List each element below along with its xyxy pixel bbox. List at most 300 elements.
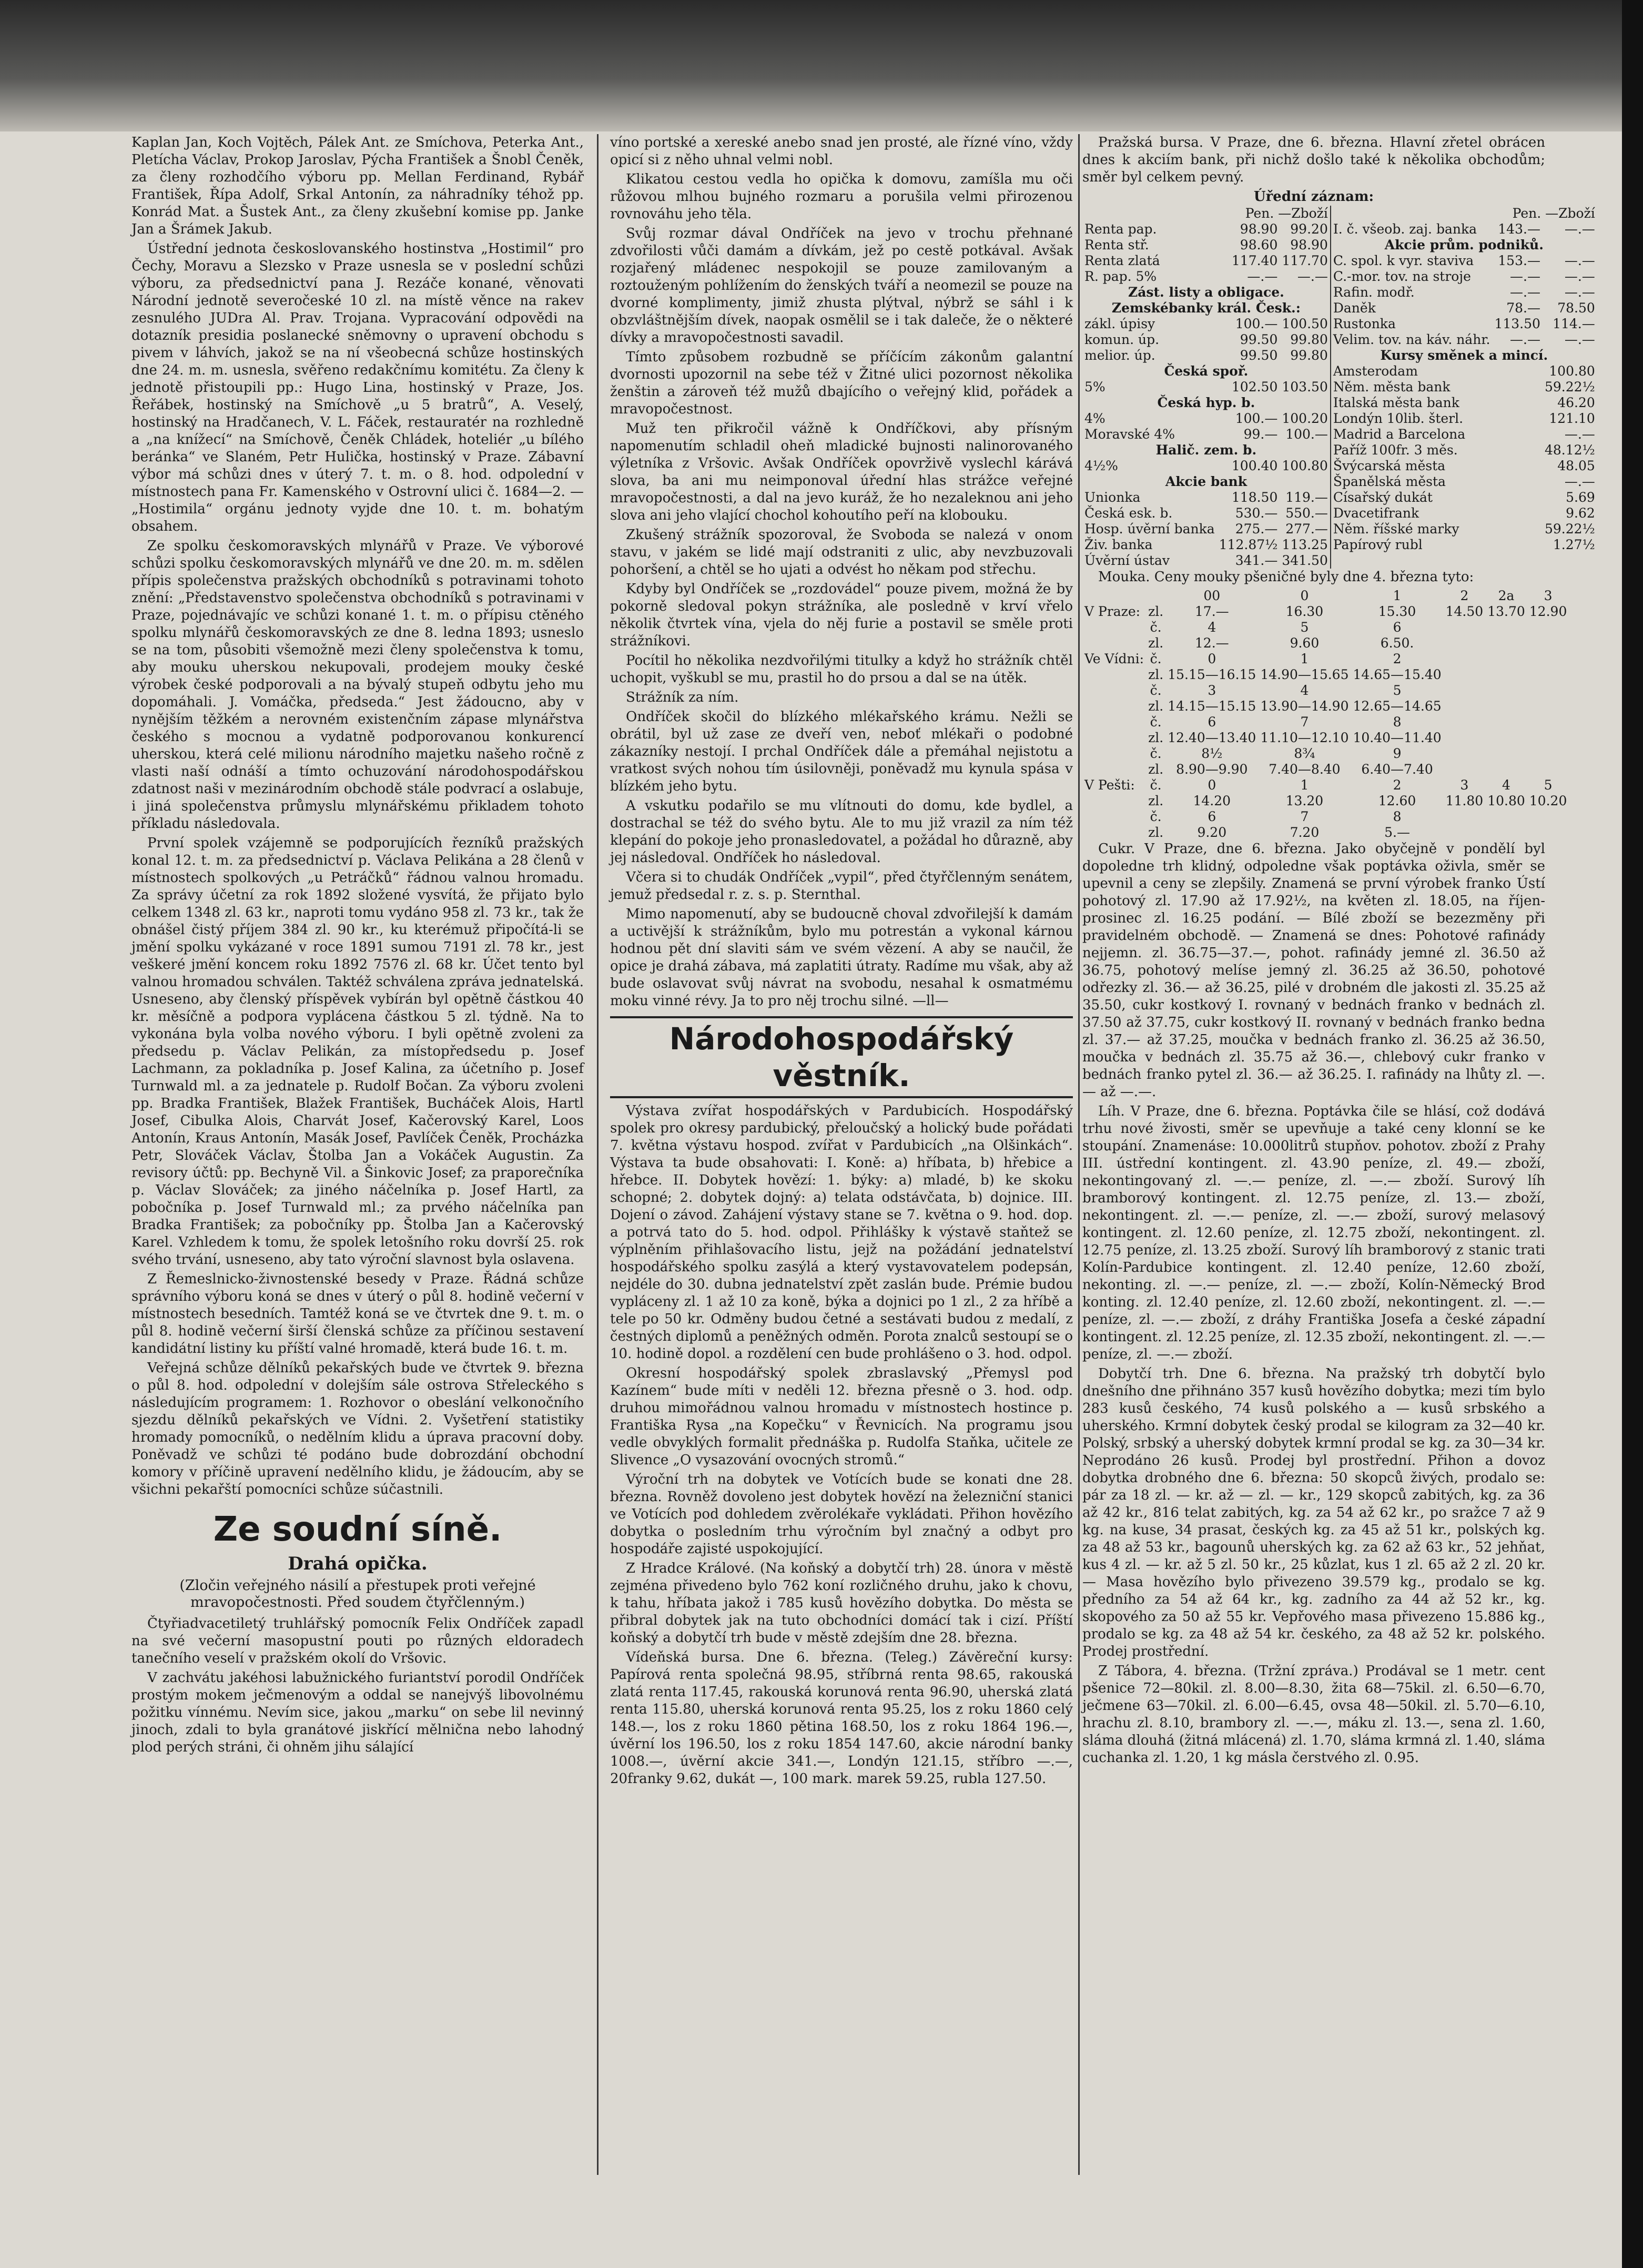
rate-value: 117.40 xyxy=(1231,253,1278,268)
flour-price: 8 xyxy=(1393,714,1402,730)
flour-price: 5 xyxy=(1544,777,1553,793)
rate-label: Renta stř. xyxy=(1084,237,1149,252)
flour-price: 10.80 xyxy=(1487,793,1525,808)
flour-price: 6.50. xyxy=(1380,635,1414,651)
rate-label: Kursy směnek a mincí. xyxy=(1380,348,1548,363)
rate-value: 98.90 xyxy=(1240,221,1278,237)
rate-label: Něm. říšské marky xyxy=(1333,521,1459,536)
rate-label: Paříž 100fr. 3 měs. xyxy=(1333,442,1458,458)
flour-price: 8.90—9.90 xyxy=(1176,762,1248,777)
flour-price xyxy=(1444,762,1486,777)
flour-city xyxy=(1082,730,1146,746)
rate-row xyxy=(1082,474,1330,490)
article-paragraph: Čtyřiadvacetiletý truhlářský pomocník Felix Ondříček zapadl na své večerní masopustní pouti po různých eldoradech tanečního veselí v pražském okolí do Vršovic. xyxy=(131,1616,584,1666)
flour-city xyxy=(1082,793,1146,809)
rate-row xyxy=(1082,411,1330,427)
rate-value: —.— xyxy=(1564,285,1595,300)
rate-row xyxy=(1082,490,1330,505)
flour-price xyxy=(1444,635,1486,651)
rate-label: Renta pap. xyxy=(1084,221,1157,237)
article-paragraph: Z Tábora, 4. března. (Tržní zpráva.) Prodával se 1 metr. cent pšenice 72—80kil. zl. 8.00—8.30, žita 68—75kil. zl. 6.50—6.70, ječmene 63—70kil. zl. 6.00—6.45, ovsa 48—50kil. zl. 5.70—6.10, hrachu zl. 8.10, brambory zl. —.—, máku zl. 13.—, sena zl. 1.60, sláma dlouhá (žitná mlácená) zl. 1.70, sláma krmná zl. 1.40, sláma cuchanka zl. 1.20, 1 kg másla čerstvého zl. 0.95. xyxy=(1082,1663,1545,1766)
flour-price: 9.20 xyxy=(1197,825,1227,840)
rate-label: Česká hyp. b. xyxy=(1157,395,1255,410)
rate-label: Zást. listy a obligace. xyxy=(1128,285,1284,300)
rate-row xyxy=(1331,395,1597,411)
flour-price: 6.40—7.40 xyxy=(1361,762,1433,777)
rate-value: 98.90 xyxy=(1290,237,1328,252)
flour-price: 15.30 xyxy=(1378,604,1416,619)
flour-grade-label: 2a xyxy=(1498,588,1515,603)
rate-label: 4% xyxy=(1084,411,1106,426)
flour-unit: č. xyxy=(1150,746,1162,761)
flour-price: 2 xyxy=(1393,651,1402,666)
flour-price xyxy=(1444,809,1486,825)
flour-price: 8¾ xyxy=(1294,746,1315,761)
rate-row xyxy=(1082,300,1330,316)
flour-row xyxy=(1082,762,1569,777)
flour-row xyxy=(1082,825,1569,841)
article-paragraph: víno portské a xereské anebo snad jen prosté, ale řízné víno, vždy opicí si z něho uhnal velmi nobl. xyxy=(610,135,1073,168)
rate-row xyxy=(1331,458,1597,474)
rate-value: —.— xyxy=(1564,221,1595,237)
rates-right-cell xyxy=(1331,206,1597,569)
rate-row xyxy=(1331,379,1597,395)
flour-grade-label: 00 xyxy=(1203,588,1221,603)
article-paragraph: A vskutku podařilo se mu vlítnouti do domu, kde bydlel, a dostrachal se též do svého bytu. Ale to mu již vrazil za ním též klepání do pokoje jeho pronasledovatel, a požádal ho důrazně, aby jej následoval. Ondříček ho následoval. xyxy=(610,798,1073,866)
rate-label: Španělská města xyxy=(1333,474,1446,489)
rate-label: Velim. tov. na káv. náhr. xyxy=(1333,332,1490,347)
flour-price: 13.70 xyxy=(1487,604,1525,619)
official-record-title: Úřední záznam: xyxy=(1253,189,1374,205)
flour-row xyxy=(1082,635,1569,651)
flour-price xyxy=(1444,714,1486,730)
rate-value: —.— xyxy=(1510,269,1540,284)
article-paragraph: Ondříček skočil do blízkého mlékařského krámu. Nežli se obrátil, byl už zase ze dveří ven, neboť mlékaři o podobné zákazníky nestojí. I prchal Ondříček dále a přemáhal nejistotu a vratkost svých nohou tím úsilovněji, poněvadž mu kynula spása v blízkém jeho bytu. xyxy=(610,709,1073,794)
rate-value: 100.— xyxy=(1285,427,1328,442)
section-title-economy: Národohospodářský věstník. xyxy=(610,1016,1073,1098)
article-paragraph: Zkušený strážník spozoroval, že Svoboda se nalezá v onom stavu, v jakém se lidé mají odstraniti z ulic, aby nevzbuzovali pohoršení, a chtěl se ho ujati a odvést ho někam pod střechu. xyxy=(610,527,1073,578)
flour-row xyxy=(1082,651,1569,667)
rate-value: 143.— xyxy=(1498,221,1540,237)
flour-header-row xyxy=(1082,588,1569,604)
rate-value: 100.20 xyxy=(1282,411,1328,426)
flour-price: 11.80 xyxy=(1445,793,1484,808)
flour-price: 6 xyxy=(1208,809,1216,824)
rate-label: Česká esk. b. xyxy=(1084,505,1173,521)
flour-price: 7.40—8.40 xyxy=(1269,762,1341,777)
rate-value xyxy=(1492,490,1542,505)
column-label: Pen. —Zboží xyxy=(1512,206,1595,221)
article-paragraph: Tímto způsobem rozbudně se příčícím zákonům galantní dvornosti upozornil na sebe též v Žitné ulici pozornost několika ženštin a zároveň též mužů dbajícího o veřejný klid, pořádek a mravopočestnost. xyxy=(610,349,1073,417)
rate-value xyxy=(1492,442,1542,458)
flour-price xyxy=(1444,620,1486,635)
flour-unit: zl. xyxy=(1148,635,1164,651)
rate-value: 100.50 xyxy=(1282,316,1328,331)
rate-value: 59.22½ xyxy=(1544,521,1595,536)
flour-price: 0 xyxy=(1208,651,1216,666)
article-paragraph: Líh. V Praze, dne 6. března. Poptávka čile se hlásí, což dodává trhu nové živosti, směr se upevňuje a také ceny klonní se ke stoupání. Znamenáse: 10.000litrů stupňov. pohotov. zboží z Prahy III. ústřední kontingent. zl. 43.90 peníze, zl. 49.— zboží, nekontingovaný zl. —.— peníze, zl. —.— zboží. Surový líh bramborový kontingent. zl. 12.75 peníze, zl. 13.— zboží, nekontingent. zl. —.— peníze, zl. —.— zboží, surový melasový kontingent. zl. 12.60 peníze, zl. 12.75 zboží, nekontingent. zl. 12.75 peníze, zl. 13.25 zboží. Surový líh bramborový z stanic trati Kolín-Pardubice kontingent. zl. 12.40 peníze, 12.60 zboží, nekonting. zl. —.— peníze, zl. —.— zboží, Kolín-Německý Brod konting. zl. 12.40 peníze, zl. 12.60 zboží, nekontingent. zl. —.— peníze, zl. —.— zboží, z dráhy Františka Josefa a české západní kontingent. zl. 12.25 peníze, zl. 12.35 zboží, nekontingent. zl. —.— peníze, zl. —.— zboží. xyxy=(1082,1103,1545,1362)
column-right xyxy=(1082,134,1595,1769)
rate-label: Úvěrní ústav xyxy=(1084,553,1170,568)
flour-price: 13.90—14.90 xyxy=(1260,698,1349,714)
article-paragraph: Ústřední jednota českoslovanského hostinstva „Hostimil“ pro Čechy, Moravu a Slezsko v Praze usnesla se v poslední schůzi výboru, za předsednictví pana J. Rezáče konané, věnovati Národní jednotě severočeské 10 zl. na místě věnce na rakev zesnulého JUDra Al. Prav. Trojana. Vypracování odpovědi na dotazník presidia poslanecké sněmovny o upravení obchodu s pivem v láhvích, jakož se na ní všeobecná schůze hostinských dne 24. m. m. usnesla, svěřeno redakčnímu komitétu. Za členy k jednotě přistoupili pp.: Hugo Lina, hostinský v Praze, Jos. Řeřábek, hostinský na Smíchově „u 5 bratrů“, A. Veselý, hostinský na Hradčanech, V. L. Fáček, restauratér na rozhledně a „na knížecí“ na Smíchově, Čeněk Chládek, hoteliér „u bílého beránka“ ve Slaném, Petr Hulička, hostinský v Praze. Zábavní výbor má schůzi dnes v úterý 7. t. m. o 8. hod. odpolední v místnostech pana Fr. Kamenského v Ostrovní ulici č. 1684—2. — „Hostimila“ orgánu jednoty vyjde dne 10. t. m. bohatým obsahem. xyxy=(131,241,584,534)
article-paragraph: Okresní hospodářský spolek zbraslavský „Přemysl pod Kazínem“ bude míti v neděli 12. března přesně o 3. hod. odp. druhou mimořádnou valnou hromadu v místnostech hostince p. Františka Rysa „na Kopečku“ v Řevnicích. Na programu jsou vedle obvyklých formalit přednáška p. Rudolfa Staňka, učitele ze Slivence „O vysazování ovocných stromů.“ xyxy=(610,1365,1073,1468)
rate-value: 46.20 xyxy=(1557,395,1595,410)
flour-price: 9 xyxy=(1393,746,1402,761)
flour-row xyxy=(1082,793,1569,809)
flour-price xyxy=(1527,809,1569,825)
flour-price xyxy=(1527,683,1569,698)
rate-label: Papírový rubl xyxy=(1333,537,1423,552)
flour-price xyxy=(1485,746,1527,762)
rate-row xyxy=(1331,269,1597,285)
rate-row xyxy=(1331,490,1597,505)
rate-row xyxy=(1331,237,1597,253)
flour-price xyxy=(1444,651,1486,667)
rate-row xyxy=(1082,427,1330,442)
rate-row xyxy=(1082,505,1330,521)
flour-price: 5.— xyxy=(1384,825,1410,840)
rate-value xyxy=(1492,379,1542,395)
flour-price: 12.65—14.65 xyxy=(1353,698,1442,714)
flour-city: V Praze: xyxy=(1084,604,1141,619)
rate-value: 114.— xyxy=(1553,316,1595,331)
rate-row xyxy=(1082,221,1330,237)
rate-value: 1.27½ xyxy=(1553,537,1595,552)
rate-label: Londýn 10lib. šterl. xyxy=(1333,411,1464,426)
rate-value: 100.— xyxy=(1235,411,1278,426)
rate-value: 78.50 xyxy=(1557,300,1595,316)
flour-city xyxy=(1082,635,1146,651)
article-paragraph: Z Řemeslnicko-živnostenské besedy v Praze. Řádná schůze správního výboru koná se dnes v úterý o půl 8. hodině večerní v místnostech besedních. Tamtéž koná se ve čtvrtek dne 9. t. m. o půl 8. hodině večerní širší členská schůze za příčinou sestavení kandidátní listiny ku příští valné hromadě, která bude 16. t. m. xyxy=(131,1271,584,1356)
article-paragraph: Pražská bursa. V Praze, dne 6. března. Hlavní zřetel obrácen dnes k akciím bank, při nichž došlo také k několika obchodům; směr byl celkem pevný. xyxy=(1082,135,1545,185)
rate-row xyxy=(1082,316,1330,332)
rate-row xyxy=(1331,537,1597,553)
flour-row xyxy=(1082,809,1569,825)
rate-value: 99.80 xyxy=(1290,348,1328,363)
flour-row xyxy=(1082,604,1569,620)
article-paragraph: Cukr. V Praze, dne 6. března. Jako obyčejně v pondělí byl dopoledne trh klidný, odpoledne však poptávka oživla, směr se upevnil a ceny se zlepšily. Znamená se první výrobek franko Ústí pohotový zl. 17.90 až 17.92½, na květen zl. 18.05, na říjen-prosinec zl. 16.25 podání. — Bílé zboží se bezezměny při pravidelném obchodě. — Znamená se dnes: Pohotové rafinády nejjemn. zl. 36.75—37.—, pohot. rafinády jemné zl. 36.50 až 36.75, pohotový melíse jemný zl. 36.25 až 36.50, pohotové odřezky zl. 36.— až 36.25, pilé v drobném dle jakosti zl. 35.25 až 35.50, cukr kostkový I. rovnaný v bednách franko v bednách zl. 37.50 až 37.75, cukr kostkový II. rovnaný v bednách franko bedna zl. 37.— až 37.25, moučka v bednách franko zl. 36.25 až 36.50, moučka v bednách zl. 35.75 až 36.—, chlebový cukr franko v bednách franko pytel zl. 36.— až 36.25. I. rafinády na lhůty zl. —.— až —.—. xyxy=(1082,841,1545,1100)
flour-row xyxy=(1082,620,1569,635)
flour-price: 15.15—16.15 xyxy=(1168,667,1256,682)
rate-value: 59.22½ xyxy=(1544,379,1595,394)
flour-price: 2 xyxy=(1393,777,1402,793)
flour-price: 1 xyxy=(1300,651,1309,666)
flour-price: 7.20 xyxy=(1290,825,1320,840)
flour-price: 12.40—13.40 xyxy=(1168,730,1256,745)
rate-label: Hosp. úvěrní banka xyxy=(1084,521,1215,536)
rate-value: 113.25 xyxy=(1282,537,1328,552)
flour-price: 9.60 xyxy=(1290,635,1320,651)
article-paragraph: Muž ten přikročil vážně k Ondříčkovi, aby přísným napomenutím schladil oheň mladické bujnosti nalinorovaného výletníka z Vršovic. Avšak Ondříček opovrživě vyslechl kárává slova, ba ani mu neimponoval úřední hlas strážce veřejné mravopočestnosti, a dal na jevo kuráž, že ho nezaleknou ani jeho slova ani jeho vlající chochol kohoutího peří na klobouku. xyxy=(610,421,1073,523)
rate-value: —.— xyxy=(1564,332,1595,347)
rate-value: —.— xyxy=(1510,285,1540,300)
rate-value: 112.87½ xyxy=(1219,537,1278,552)
rate-value: —.— xyxy=(1564,474,1595,489)
rate-value: 102.50 xyxy=(1231,379,1278,394)
rate-label: zákl. úpisy xyxy=(1084,316,1155,331)
rate-value: 100.80 xyxy=(1282,458,1328,473)
flour-price: 11.10—12.10 xyxy=(1260,730,1349,745)
column-left xyxy=(131,134,584,1758)
exchange-rates-table xyxy=(1082,206,1595,569)
rate-row xyxy=(1082,379,1330,395)
flour-price xyxy=(1485,809,1527,825)
flour-price xyxy=(1485,635,1527,651)
article-subheadline: (Zločin veřejného násilí a přestupek proti veřejné mravopočestnosti. Před soudem čtyřčlenným.) xyxy=(179,1577,536,1611)
flour-row xyxy=(1082,683,1569,698)
flour-unit: č. xyxy=(1150,620,1162,635)
flour-city: V Pešti: xyxy=(1084,777,1135,793)
flour-price: 3 xyxy=(1208,683,1216,698)
rate-row xyxy=(1082,395,1330,411)
rate-label: 4½% xyxy=(1084,458,1118,473)
rate-value: 118.50 xyxy=(1231,490,1278,505)
flour-city xyxy=(1082,714,1146,730)
flour-price xyxy=(1444,683,1486,698)
rate-value: 100.— xyxy=(1235,316,1278,331)
flour-unit: zl. xyxy=(1148,667,1164,682)
rate-row xyxy=(1082,348,1330,363)
flour-price: 0 xyxy=(1208,777,1216,793)
rate-value: 48.05 xyxy=(1557,458,1595,473)
rate-label: Madrid a Barcelona xyxy=(1333,427,1466,442)
article-paragraph: Strážník za ním. xyxy=(626,690,739,705)
article-paragraph: Kdyby byl Ondříček se „rozdovádel“ pouze pivem, možná že by pokorně sledoval pokyn strážníka, ale posledně v krví vřelo několik čtvrtek vína, vjela do něj furie a postavil se směle proti strážníkovi. xyxy=(610,581,1073,649)
flour-unit: č. xyxy=(1150,714,1162,730)
flour-grade-label: 3 xyxy=(1544,588,1553,603)
flour-city xyxy=(1082,746,1146,762)
flour-price xyxy=(1485,825,1527,841)
rate-value: 275.— xyxy=(1235,521,1278,536)
flour-price xyxy=(1527,714,1569,730)
flour-price-table xyxy=(1082,588,1567,841)
rate-row xyxy=(1082,237,1330,253)
rate-row xyxy=(1331,316,1597,332)
flour-price: 8 xyxy=(1393,809,1402,824)
flour-row xyxy=(1082,730,1569,746)
rate-value: 100.40 xyxy=(1231,458,1278,473)
flour-city xyxy=(1082,667,1146,683)
flour-price: 4 xyxy=(1300,683,1309,698)
flour-price xyxy=(1444,730,1486,746)
flour-row xyxy=(1082,667,1569,683)
flour-price: 17.— xyxy=(1194,604,1229,619)
rate-label: I. č. všeob. zaj. banka xyxy=(1333,221,1477,237)
rate-label: Moravské 4% xyxy=(1084,427,1175,442)
flour-price xyxy=(1444,667,1486,683)
article-paragraph: Klikatou cestou vedla ho opička k domovu, zamíšla mu oči růžovou mlhou bujného rozmaru a porušila velmi přirozenou rovnováhu jeho těla. xyxy=(610,171,1073,222)
flour-price: 6 xyxy=(1393,620,1402,635)
rate-value: —.— xyxy=(1510,332,1540,347)
flour-price: 12.90 xyxy=(1529,604,1567,619)
flour-price xyxy=(1527,730,1569,746)
flour-price: 10.40—11.40 xyxy=(1353,730,1442,745)
rate-label: Amsterodam xyxy=(1333,363,1418,379)
rate-label: Rustonka xyxy=(1333,316,1396,331)
flour-unit: zl. xyxy=(1148,793,1164,808)
rate-row xyxy=(1082,363,1330,379)
flour-price: 8½ xyxy=(1201,746,1223,761)
rate-value: 341.50 xyxy=(1282,553,1328,568)
article-paragraph: Dobytčí trh. Dne 6. března. Na pražský trh dobytčí bylo dnešního dne přihnáno 357 kusů hovězího dobytka; mezi tím bylo 283 kusů českého, 74 kusů polského a — kusů srbského a uherského. Krmní dobytek český prodal se kilogram za 32—40 kr. Polský, srbský a uherský dobytek krmní prodal se kg. za 30—34 kr. Neprodáno 26 kusů. Prodej byl prostřední. Přihon a dovoz dobytka drobného dne 6. března: 50 skopců živých, prodalo se: pár za 18 zl. — kr. až — zl. — kr., 129 skopců zabitých, kg. za 36 až 42 kr., 816 telat zabitých, kg. za 54 až 62 kr., po sražce 7 až 9 kg. na kuse, 34 prasat, českých kg. za 45 až 51 kr., polských kg. za 48 až 53 kr., bagounů uherských kg. za 62 až 63 kr., 52 jehňat, kus 4 zl. — kr. až 5 zl. 50 kr., 25 kůzlat, kus 1 zl. 65 až 2 zl. 20 kr. — Masa hovězího bylo přivezeno 39.579 kg., prodalo se kg. předního za 54 až 64 kr., kg. zadního za 44 až 52 kr., kg. skopového za 50 až 55 kr. Vepřového masa přivezeno 15.886 kg., prodalo se kg. za 48 až 54 kr. českého, za 48 až 52 kr. polského. Prodej prostřední. xyxy=(1082,1366,1545,1659)
article-paragraph: Ze spolku českomoravských mlynářů v Praze. Ve výborové schůzi spolku českomoravských mlynářů ve dne 20. m. m. sdělen přípis společenstva pražských obchodníků s potravinami tohoto znění: „Představenstvo společenstva obchodníků s potravinami v Praze, pojednávajíc ve schůzi konané 1. t. m. o přípisu ctěného spolku mlynářů českomoravských ze dne 8. ledna 1893; usneslo se na tom, působiti všemožně mezi členy společenstva k tomu, aby mouku uherskou nekupovali, prodejem mouky české výrobek české podporovali a na bývalý stupeň odbytu jeho mu dopomáhali. J. Vomáčka, předseda.“ Jest žádoucno, aby v nynějším těžkém a nerovném existenčním zápase mlynářstva českého s mocnou a vydatně podporovanou konkurencí uherskou, která celé milionu národního majetku našeho ročně z vlasti naší odnáší a tímto ochuzování národohospodářskou zdatnost naši v mezinárodním obchodě stále podvrací a oslabuje, i jiná společenstva průmyslu mlynářskému přikladem tohoto příkladu následovala. xyxy=(131,538,584,832)
article-paragraph: Svůj rozmar dával Ondříček na jevo v trochu přehnané zdvořilosti vůči damám a dívkám, jež po cestě potkával. Avšak rozjařený mládenec nespokojil se pouze zamilovaným a roztouženým pohlížením do ženských tváří a neomezil se pouze na dvorné komplimenty, jimiž zhusta plýtval, nýbrž se sáhl i k obzvláštnějším dívek, naopak osmělil se i tak daleče, že o některé dívky a mravopočestnosti savadil. xyxy=(610,226,1073,346)
flour-price: 7 xyxy=(1300,714,1309,730)
rate-label: Halič. zem. b. xyxy=(1155,442,1257,458)
rate-label: Císařský dukát xyxy=(1333,490,1433,505)
rate-label: Česká spoř. xyxy=(1164,363,1249,379)
flour-price: 14.15—15.15 xyxy=(1168,698,1256,714)
rate-value: 99.— xyxy=(1243,427,1278,442)
rate-value: 99.50 xyxy=(1240,348,1278,363)
rate-value: 153.— xyxy=(1498,253,1540,268)
article-paragraph: Výstava zvířat hospodářských v Pardubicích. Hospodářský spolek pro okresy pardubický, přeloučský a holický bude pořádati 7. května výstavu hospod. zvířat v Pardubicích „na Olšinkách“. Výstava ta bude obsahovati: I. Koně: a) hříbata, b) hřebice a hřebce. II. Dobytek hovězí: 1. býky: a) mladé, b) ke skoku schopné; 2. dobytek dojný: a) telata odstávčata, b) dojnice. III. Dojení o závod. Zahájení výstavy stane se 7. května o 9. hod. dop. a potrvá tato do 5. hod. odpol. Přihlášky k výstavě staňtež se výplněním přihlašovacího listu, jejž na požádání jednatelství hospodářského spolku zasýlá a který vystavovatelem podepsán, nejdéle do 30. dubna jednatelství zpět zaslán bude. Prémie budou vypláceny zl. 1 až 10 za koně, býka a dojnici po 1 zl., 2 za hříbě a tele po 50 kr. Odměny budou četné a sestávati budou z medalí, z čestných diplomů a peněžných odměn. Porota znalců sestoupí se o 10. hodině dopol. a rozdělení cen bude prohlášeno o 3. hod. odpol. xyxy=(610,1103,1073,1362)
rate-value: 530.— xyxy=(1235,505,1278,521)
rate-label: melior. úp. xyxy=(1084,348,1155,363)
rate-label: C. spol. k vyr. staviva xyxy=(1333,253,1474,268)
article-paragraph: Včera si to chudák Ondříček „vypil“, před čtyřčlenným senátem, jemuž předsedal r. z. s. p. Sternthal. xyxy=(610,869,1073,903)
rate-row xyxy=(1331,521,1597,537)
rate-label: Akcie prům. podniků. xyxy=(1384,237,1544,252)
column-rule xyxy=(1078,134,1080,2175)
flour-row xyxy=(1082,746,1569,762)
rate-value xyxy=(1492,458,1542,474)
rate-label: Zemskébanky král. Česk.: xyxy=(1111,300,1301,316)
flour-price: 14.20 xyxy=(1193,793,1231,808)
rate-label: Unionka xyxy=(1084,490,1141,505)
rate-row xyxy=(1082,269,1330,285)
flour-price xyxy=(1485,667,1527,683)
rate-row xyxy=(1331,285,1597,300)
rate-label: komun. úp. xyxy=(1084,332,1160,347)
rate-value: 100.80 xyxy=(1549,363,1595,379)
rate-value: 550.— xyxy=(1285,505,1328,521)
flour-price xyxy=(1485,651,1527,667)
flour-grade-label: 2 xyxy=(1460,588,1469,603)
flour-price xyxy=(1485,714,1527,730)
flour-price: 4 xyxy=(1208,620,1216,635)
flour-city xyxy=(1082,809,1146,825)
flour-city xyxy=(1082,825,1146,841)
article-paragraph: První spolek vzájemně se podporujících řezníků pražských konal 12. t. m. za předsednictví p. Václava Pelikána a 28 členů v místnostech spolkových „u Petráčků“ řádnou valnou hromadu. Za správy účetní za rok 1892 složené vysvítá, že přijato bylo celkem 1348 zl. 63 kr., naproti tomu vydáno 958 zl. 73 kr., tak že obnášel čistý příjem 384 zl. 90 kr., ku kterémuž připočítá-li se jmění spolku vykázané v roce 1891 sumou 7191 zl. 78 kr., jest veškeré jmění koncem roku 1892 7576 zl. 68 kr. Účet tento byl valnou hromadou schválen. Taktéž schválena zpráva jednatelská. Usneseno, aby členský příspěvek vybírán byl opětně částkou 40 kr. měsíčně a podpora vyplácena částkou 5 zl. týdně. Na to vykonána byla volba nového výboru. I byli opětně zvoleni za předsedu p. Václav Pelikán, za místopředsedu p. Josef Lachmann, za pokladníka p. Josef Kalina, za účetního p. Josef Turnwald ml. a za jednatele p. Rudolf Bočan. Za výboru zvoleni pp. Bradka František, Blažek František, Bucháček Alois, Hartl Josef, Cibulka Alois, Charvát Josef, Kačerovský Karel, Loos Antonín, Kraus Antonín, Masák Josef, Pavlíček Čeněk, Procházka Petr, Slováček Václav, Štolba Jan a Vokáček Augustin. Za revisory účtů: pp. Bechyně Vil. a Šinkovic Josef; za praporečníka p. Václav Slováček; za jiného náčelníka p. Josef Hartl, za pobočníka p. Josef Turnwald ml.; za prvého náčelníka pan Bradka František; za pobočníky pp. Štolba Jan a Kačerovský Karel. Vzhledem k tomu, že spolek letošního roku dovrší 25. rok svého trvání, usneseno, aby tato výroční slavnost byla oslavena. xyxy=(131,835,584,1268)
flour-price: 16.30 xyxy=(1285,604,1324,619)
rate-row xyxy=(1331,332,1597,348)
article-paragraph: Z Hradce Králové. (Na koňský a dobytčí trh) 28. února v městě zejména přivedeno bylo 762 koní rozličného druhu, jako k chovu, k tahu, hříbata jakož i 785 kusů hovězího dobytka. Do města se přibral dobytek jak na tuto obchodníci domácí tak i cizí. Příští koňský a dobytčí trh bude v městě zdejším dne 28. března. xyxy=(610,1561,1073,1646)
flour-price: 1 xyxy=(1300,777,1309,793)
flour-price: 14.90—15.65 xyxy=(1260,667,1349,682)
flour-city xyxy=(1082,762,1146,777)
rate-row xyxy=(1331,253,1597,269)
rate-row xyxy=(1331,411,1597,427)
rate-value xyxy=(1492,537,1542,553)
rate-value: 98.60 xyxy=(1240,237,1278,252)
flour-price: 7 xyxy=(1300,809,1309,824)
rate-value: 119.— xyxy=(1285,490,1328,505)
rate-label: Daněk xyxy=(1333,300,1376,316)
flour-city xyxy=(1082,698,1146,714)
rate-row xyxy=(1331,505,1597,521)
flour-price: 12.60 xyxy=(1378,793,1416,808)
flour-unit: zl. xyxy=(1148,604,1164,619)
rate-row xyxy=(1082,537,1330,553)
flour-price: 6 xyxy=(1208,714,1216,730)
rate-row xyxy=(1331,363,1597,379)
flour-price xyxy=(1485,620,1527,635)
flour-price: 10.20 xyxy=(1529,793,1567,808)
flour-price xyxy=(1527,667,1569,683)
flour-unit: zl. xyxy=(1148,698,1164,714)
rate-value: —.— xyxy=(1564,269,1595,284)
section-title-court: Ze soudní síně. xyxy=(213,1510,502,1549)
column-label: Pen. —Zboží xyxy=(1245,206,1328,221)
rate-value: 103.50 xyxy=(1282,379,1328,394)
rate-value: 99.50 xyxy=(1240,332,1278,347)
flour-price xyxy=(1527,651,1569,667)
flour-price: 14.50 xyxy=(1445,604,1484,619)
rate-value: 48.12½ xyxy=(1544,442,1595,458)
flour-price: 4 xyxy=(1502,777,1510,793)
flour-grade-label: 1 xyxy=(1393,588,1402,603)
flour-row xyxy=(1082,698,1569,714)
rate-value: 5.69 xyxy=(1566,490,1595,505)
rate-value: —.— xyxy=(1564,427,1595,442)
flour-price xyxy=(1485,683,1527,698)
flour-price xyxy=(1485,762,1527,777)
rate-label: R. pap. 5% xyxy=(1084,269,1157,284)
scan-edge-right xyxy=(1622,0,1643,2268)
rate-value: —.— xyxy=(1297,269,1328,284)
flour-price xyxy=(1527,762,1569,777)
rate-value: 78.— xyxy=(1506,300,1540,316)
flour-price xyxy=(1527,620,1569,635)
column-middle xyxy=(610,134,1073,1790)
rate-value: 99.20 xyxy=(1290,221,1328,237)
flour-unit: č. xyxy=(1150,809,1162,824)
flour-unit: č. xyxy=(1150,651,1162,666)
rate-label: C.-mor. tov. na stroje xyxy=(1333,269,1471,284)
rate-row xyxy=(1082,332,1330,348)
flour-price xyxy=(1527,825,1569,841)
rate-row xyxy=(1331,474,1597,490)
flour-unit: č. xyxy=(1150,683,1162,698)
rate-label: Něm. města bank xyxy=(1333,379,1451,394)
rate-value: 341.— xyxy=(1235,553,1278,568)
rate-value: 113.50 xyxy=(1494,316,1540,331)
article-paragraph: V zachvátu jakéhosi labužnického furiantství porodil Ondříček prostým mokem ječmenovým a oddal se nanejvýš libovolnému požitku vínnému. Nevím sice, jakou „marku“ on sebe lil nevinný jinoch, zdali to byla granátové jiskřící mělnična nebo lahodný plod perých stráni, či ohněm jihu sálající xyxy=(131,1670,584,1755)
flour-price xyxy=(1527,746,1569,762)
rate-value xyxy=(1492,474,1542,490)
flour-price xyxy=(1444,825,1486,841)
flour-table xyxy=(1082,588,1569,841)
flour-unit: zl. xyxy=(1148,825,1164,840)
rate-row xyxy=(1331,300,1597,316)
rate-row xyxy=(1082,458,1330,474)
rate-value xyxy=(1492,427,1542,442)
article-paragraph: Pocítil ho několika nezdvořilými titulky a když ho strážník chtěl uchopit, vyškubl se mu, prastil ho do prsou a dal se na útěk. xyxy=(610,653,1073,686)
rates-right-table xyxy=(1331,206,1597,553)
flour-price: 13.20 xyxy=(1285,793,1324,808)
flour-row xyxy=(1082,777,1569,793)
flour-price xyxy=(1485,730,1527,746)
flour-unit: zl. xyxy=(1148,762,1164,777)
flour-price: 3 xyxy=(1460,777,1469,793)
rate-row xyxy=(1331,442,1597,458)
rates-left-cell xyxy=(1082,206,1331,569)
rate-label: Renta zlatá xyxy=(1084,253,1160,268)
flour-city xyxy=(1082,683,1146,698)
column-rule xyxy=(597,134,599,2175)
